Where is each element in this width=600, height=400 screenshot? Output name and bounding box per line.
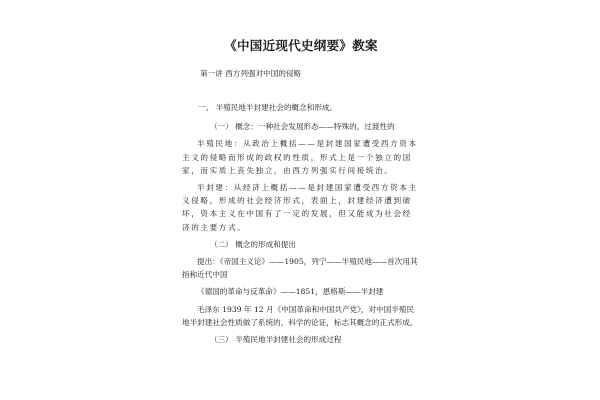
lecture-heading: 第一讲 西方列强对中国的侵略 — [200, 69, 302, 78]
paragraph-mao: 毛泽东 1939 年 12 月《中国革命和中国共产党》，对中国半殖民地半封建社会性质做了系统的，科学的论证，标志其概念的正式形成。 — [182, 304, 418, 327]
subsection-heading-2: （二） 概念的形成和提出 — [210, 239, 296, 249]
paragraph-german-revolution: 《德国的革命与反革命》——1851，恩格斯——半封建 — [197, 287, 384, 297]
subsection-heading-1: （一） 概念：一种社会发展形态——特殊的，过渡性的 — [210, 122, 395, 132]
document-title: 《中国近现代史纲要》教案 — [224, 38, 378, 53]
paragraph-semifeudal: 半封建：从经济上概括——是封建国家遭受西方资本主义侵略，形成的社会经济形式，表面上，封建经济遭到破坏，资本主义在中国有了一定的发展，但又能成为社会经济的主要方式。 — [182, 183, 418, 232]
subsection-heading-3: （三） 半殖民地半封建社会的形成过程 — [210, 335, 342, 345]
paragraph-proposed: 提出：《帝国主义论》——1905，列宁——半殖民地——首次用其指称近代中国 — [182, 257, 418, 280]
section-heading-1: 一、 半殖民地半封建社会的概念和形成。 — [198, 103, 338, 112]
paragraph-semicolonial: 半殖民地：从政治上概括——是封建国家遭受西方资本主义的侵略而形成的政权的性质，形式上是一个独立的国家，而实质上丧失独立，由西方列强实行间接统治。 — [182, 139, 418, 175]
